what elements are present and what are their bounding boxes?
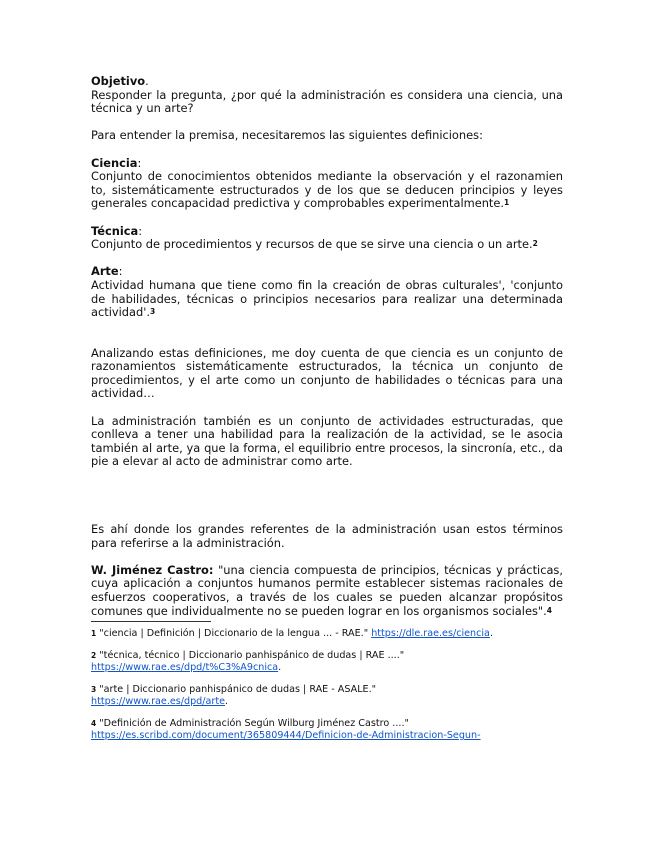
analisis-paragraph: Analizando estas definiciones, me doy cuenta de que ciencia es un conjunto de razonamientos sistemáticamente estructurados, la técnica un conjunto de procedimientos, y el arte como un conjunto de habilidades o técnicas para una actividad… — [91, 345, 563, 401]
footnote-1: $^1$ "ciencia | Definición | Diccionario de la lengua ... - RAE." https://dle.rae.es/ciencia. — [91, 628, 493, 640]
cita-author: W. Jiménez Castro: — [91, 562, 214, 577]
tecnica-definition: Conjunto de procedimientos y recursos de que se sirve una ciencia o un arte.$^2$ — [91, 237, 538, 252]
administracion-paragraph: La administración también es un conjunto de actividades estructuradas, que conlleva a tener una habilidad para la realización de la actividad, se le asocia también al arte, ya que la forma, el equilibrio entre procesos, la sincronía, etc., da pie a elevar al acto de administrar como arte. — [91, 413, 563, 469]
footnote-separator — [91, 621, 211, 622]
referentes-paragraph: Es ahí donde los grandes referentes de la administración usan estos términos para referirse a la administración. — [91, 522, 563, 550]
footnote-ref-1[interactable]: 1 — [504, 198, 510, 208]
ciencia-definition: Conjunto de conocimientos obtenidos mediante la observación y el razonamien to, sistemáticamente estructurados y de los que se deducen principios y leyes generales concapacidad predictiva y comprobables experimentalmente.$^1$ — [91, 169, 563, 211]
footnote-2-link[interactable]: https://www.rae.es/dpd/t%C3%A9cnica — [91, 662, 279, 674]
footnote-2: $^2$ "técnica, técnico | Diccionario panhispánico de dudas | RAE ...." https://www.rae.es/dpd/t%C3%A9cnica. — [91, 650, 405, 674]
footnote-ref-2[interactable]: 2 — [532, 239, 538, 249]
footnote-1-link[interactable]: https://dle.rae.es/ciencia — [371, 628, 490, 640]
footnote-4-link[interactable]: https://es.scribd.com/document/365809444/Definicion-de-Administracion-Segun- — [91, 730, 481, 742]
footnote-ref-4[interactable]: 4 — [546, 605, 552, 615]
footnote-3-link[interactable]: https://www.rae.es/dpd/arte — [91, 696, 225, 708]
ciencia-heading: Ciencia: — [91, 155, 142, 170]
arte-heading: Arte: — [91, 264, 123, 279]
tecnica-heading: Técnica: — [91, 223, 143, 238]
cita-paragraph: W. Jiménez Castro: "una ciencia compuesta de principios, técnicas y prácticas, cuya aplicación a conjuntos humanos permite establecer sistemas racionales de esfuerzos cooperativos, a través de los cuales se pueden alcanzar propósitos comunes que individualmente no se pueden lograr en los organismos sociales".$^4$ — [91, 562, 563, 618]
objetivo-text: Responder la pregunta, ¿por qué la administración es considera una ciencia, una técnica y un arte? — [91, 87, 563, 116]
document-page — [91, 75, 563, 752]
footnote-4: $^4$ "Definición de Administración Según Wilburg Jiménez Castro ...." https://es.scribd.com/document/365809444/Definicion-de-Administracion-Segun- — [91, 718, 481, 742]
footnote-ref-3[interactable]: 3 — [149, 307, 156, 317]
intro-text: Para entender la premisa, necesitaremos las siguientes definiciones: — [91, 128, 483, 143]
objetivo-heading: Objetivo. — [91, 74, 149, 88]
footnote-3: $^3$ "arte | Diccionario panhispánico de dudas | RAE - ASALE." https://www.rae.es/dpd/arte. — [91, 684, 377, 708]
arte-definition: Actividad humana que tiene como fin la creación de obras culturales', 'conjunto de habilidades, técnicas o principios necesarios para realizar una determinada actividad'.$^3$ — [91, 277, 563, 320]
